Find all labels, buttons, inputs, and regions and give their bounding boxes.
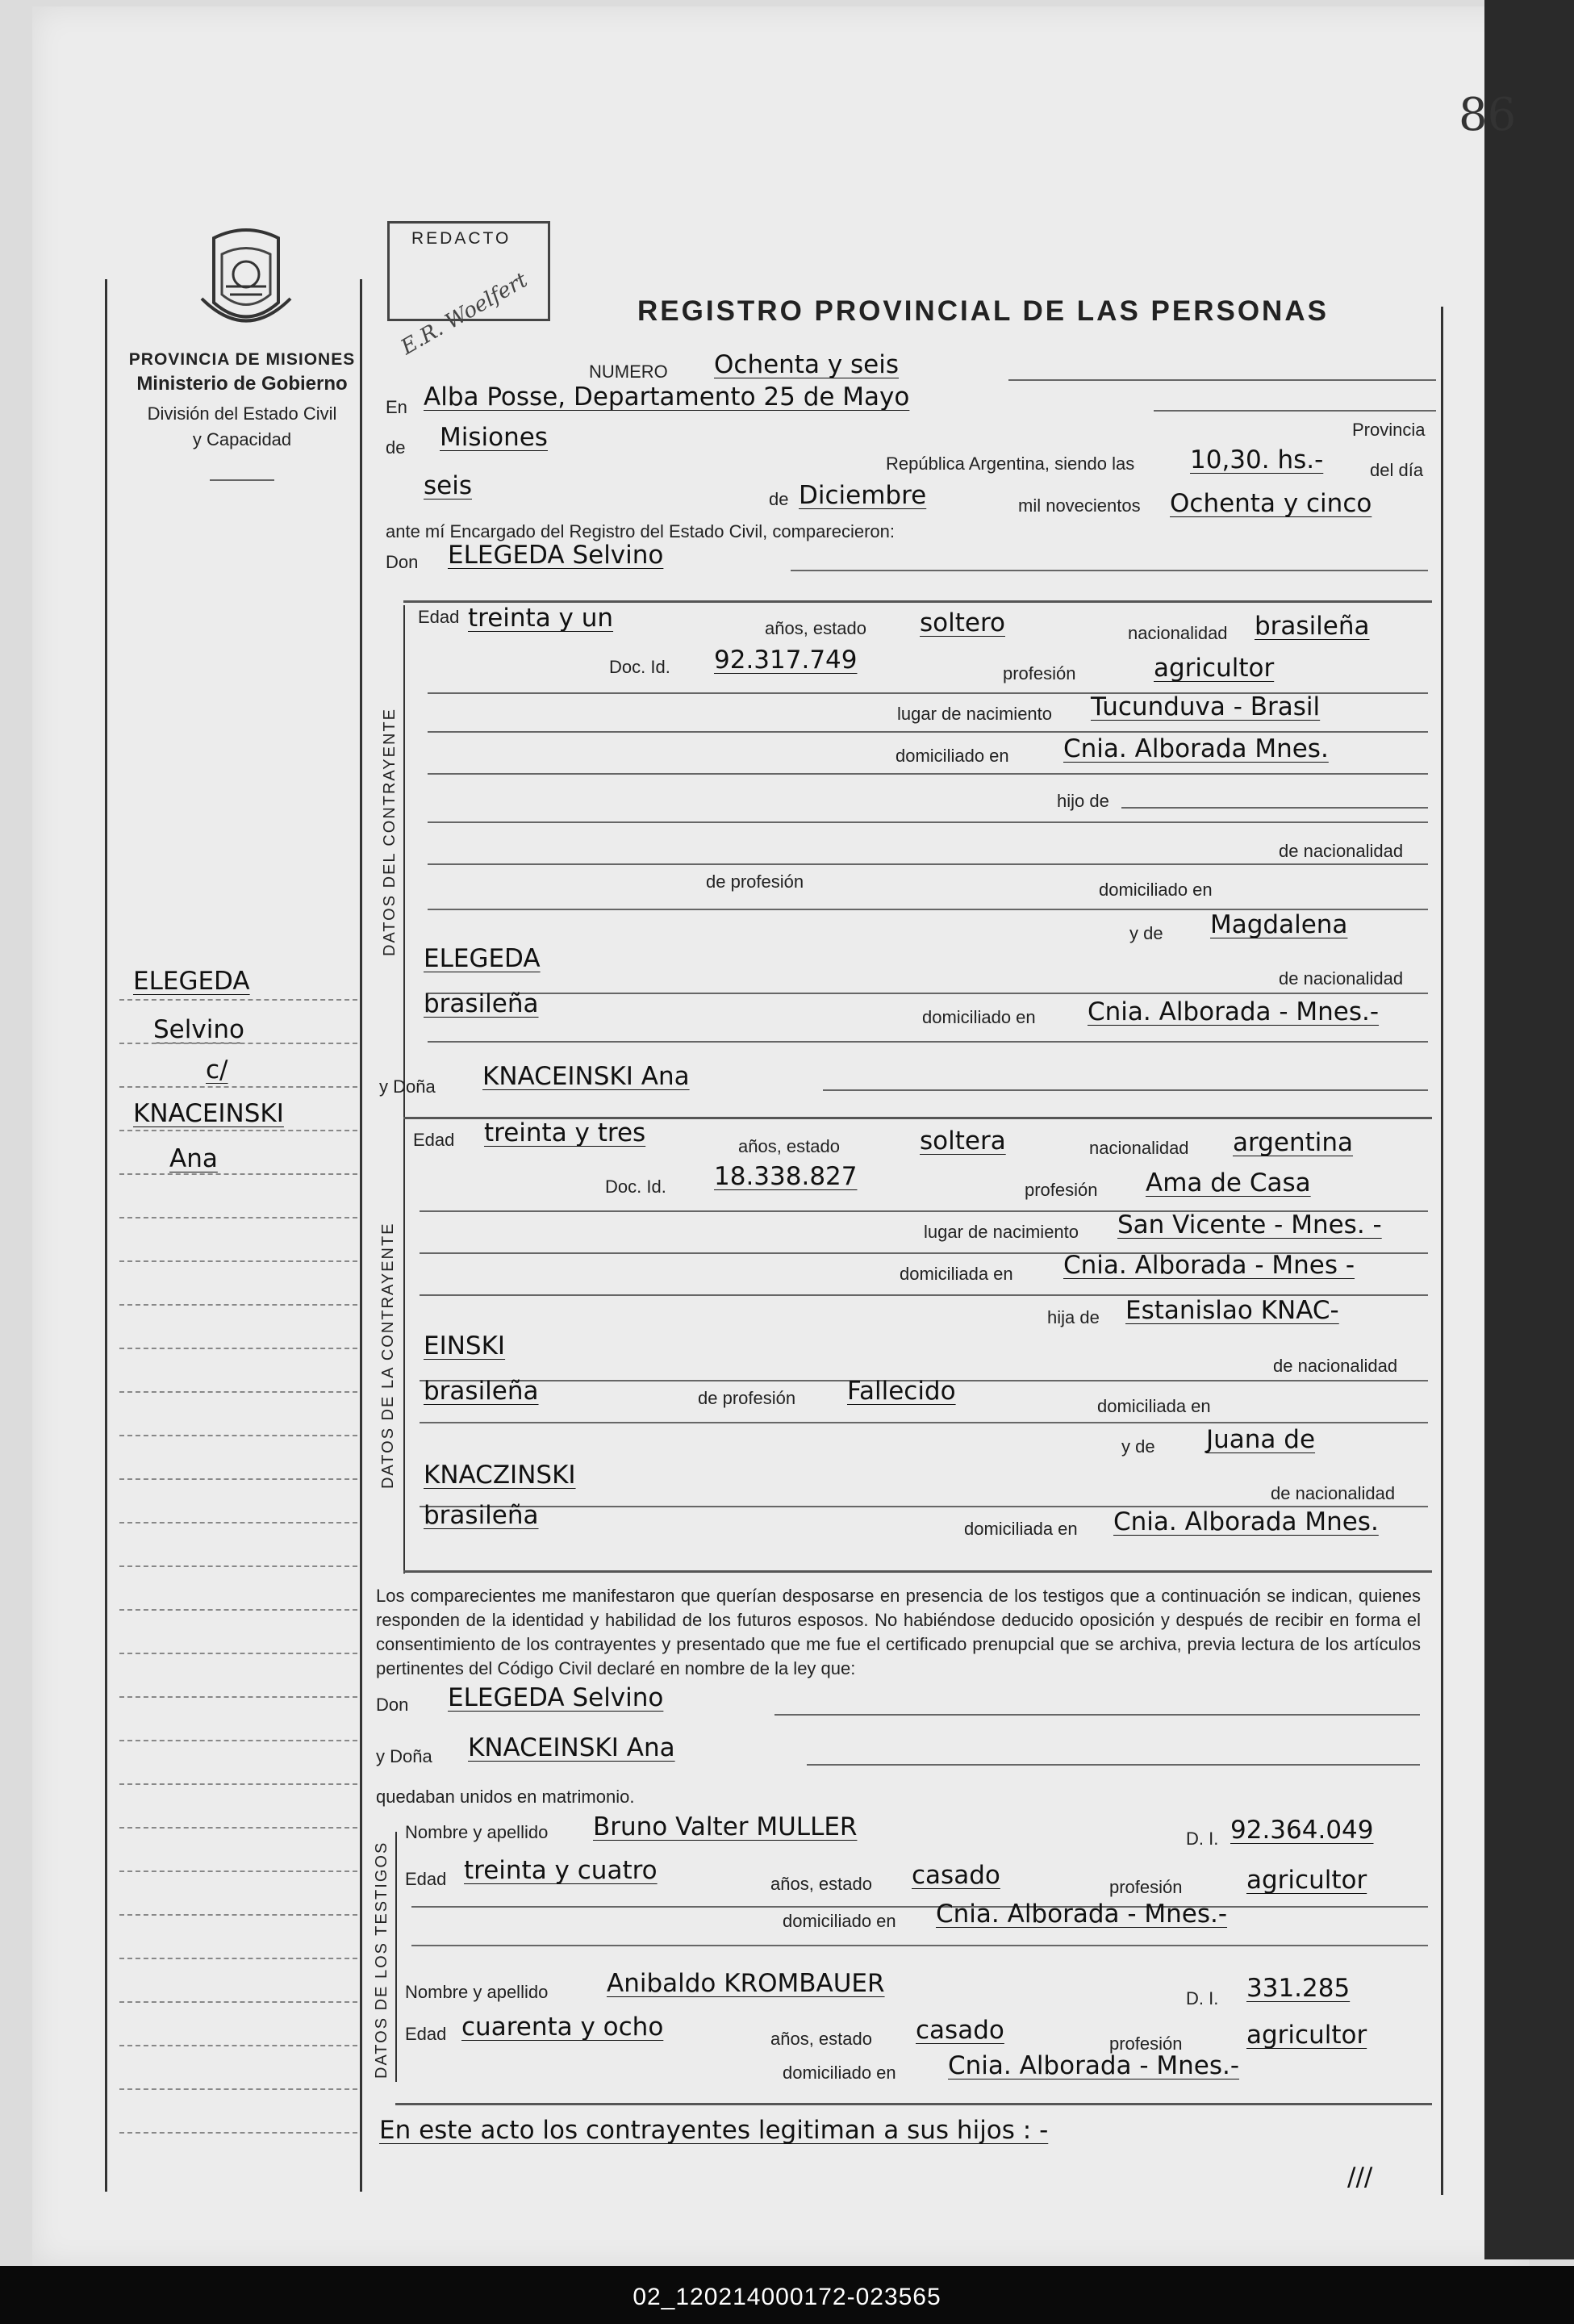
decl-dona-label: y Doña [376,1746,432,1766]
profesion-value: agricultor [1154,654,1275,683]
margin-rule [119,1478,357,1480]
domiciliada-label-f: domiciliada en [900,1264,1013,1284]
republica-label: República Argentina, siendo las [886,454,1135,474]
fill-line [428,821,1428,823]
margin-rule [119,1260,357,1262]
dona-label: y Doña [379,1076,436,1097]
testigo1-edad-label: Edad [405,1869,447,1889]
testigo1-profesion-label: profesión [1109,1877,1183,1897]
margin-rule [119,1653,357,1654]
fill-line [428,993,1428,994]
testigo2-estado: casado [916,2016,1004,2045]
fill-line [411,1906,1428,1908]
division-line-1: División del Estado Civil [147,403,337,424]
testigo1-edad: treinta y cuatro [464,1856,658,1885]
testigo1-domicilio-label: domiciliado en [783,1911,896,1931]
section-border-testigos [395,1832,397,2082]
numero-value: Ochenta y seis [714,350,900,379]
ministry-heading: Ministerio de Gobierno [136,373,348,395]
madre-nacionalidad-label: de nacionalidad [1279,968,1404,989]
fill-line [411,1945,1428,1946]
margin-rule [119,2132,357,2134]
madre-domicilio-f: Cnia. Alborada Mnes. [1113,1507,1379,1536]
del-dia-label: del día [1370,460,1424,480]
anos-estado-label-f: años, estado [738,1136,840,1156]
doc-label-f: Doc. Id. [605,1177,666,1197]
testigo2-nombre: Anibaldo KROMBAUER [607,1969,885,1998]
margin-rule [119,1348,357,1349]
document-title: REGISTRO PROVINCIAL DE LAS PERSONAS [637,295,1329,327]
de-profesion-label: de profesión [706,872,804,892]
margin-note-3: c/ [206,1055,228,1085]
provincial-seal-icon [198,222,294,335]
section-label-contrayenta: DATOS DE LA CONTRAYENTE [379,1222,397,1489]
margin-rule [119,1870,357,1872]
lugar-value-f: San Vicente - Mnes. - [1117,1210,1382,1239]
fill-line [1008,379,1436,381]
madre-value-f: Juana de [1206,1425,1316,1454]
province-heading: PROVINCIA DE MISIONES [128,350,356,369]
anos-estado-label: años, estado [765,618,866,638]
profesion-label: profesión [1003,663,1076,683]
fill-line [823,1089,1428,1091]
edad-value: treinta y un [468,604,614,633]
bride-name: KNACEINSKI Ana [482,1062,690,1091]
margin-rule [119,1391,357,1393]
decl-groom-name: ELEGEDA Selvino [448,1683,664,1712]
section-rule [403,600,1432,603]
nacionalidad-value: brasileña [1255,612,1370,641]
testigo2-domicilio-label: domiciliado en [783,2063,896,2083]
margin-rule [119,1217,357,1218]
madre-domicilio: Cnia. Alborada - Mnes.- [1088,997,1380,1026]
margin-rule [119,1130,357,1131]
testigo1-estado-label: años, estado [770,1874,872,1894]
testigo2-profesion-label: profesión [1109,2034,1183,2054]
fill-line [1121,807,1428,809]
day-value: seis [424,471,472,500]
margin-note-4: KNACEINSKI [133,1099,284,1128]
edad-label: Edad [418,607,460,627]
margin-rule [119,2088,357,2090]
y-de-label: y de [1129,923,1163,943]
testigo2-nombre-label: Nombre y apellido [405,1982,549,2002]
doc-value-f: 18.338.827 [714,1162,858,1191]
testigo1-estado: casado [912,1861,1000,1890]
padre-value: Estanislao KNAC- [1125,1296,1339,1325]
y-de-label-f: y de [1121,1436,1155,1457]
testigo2-edad: cuarenta y ocho [461,2013,664,2042]
left-border [105,279,107,2192]
closing-text: En este acto los contrayentes legitiman a sus hijos : - [379,2116,1049,2145]
binder-edge [1484,0,1574,2259]
padre-nacionalidad-label: de nacionalidad [1273,1356,1398,1376]
lugar-value: Tucunduva - Brasil [1091,692,1321,721]
padre-profesion-label: de profesión [698,1388,796,1408]
testigo1-nombre-label: Nombre y apellido [405,1822,549,1842]
edad-label-f: Edad [413,1130,455,1150]
quedaban-text: quedaban unidos en matrimonio. [376,1787,635,1807]
testigo1-domicilio: Cnia. Alborada - Mnes.- [936,1900,1228,1929]
madre-nacionalidad-f: brasileña [424,1501,539,1530]
fill-line [428,863,1428,865]
margin-rule [119,999,357,1001]
numero-label: NUMERO [589,362,668,382]
month-value: Diciembre [799,481,927,510]
margin-rule [119,1565,357,1567]
margin-rule [119,1609,357,1611]
margin-rule [119,2045,357,2046]
lugar-label-f: lugar de nacimiento [924,1222,1079,1242]
madre-nacionalidad: brasileña [424,989,539,1018]
domicilio-value: Cnia. Alborada Mnes. [1063,734,1329,763]
margin-rule [119,1740,357,1741]
fill-line [791,570,1428,571]
madre-domicilio-label: domiciliado en [922,1007,1036,1027]
footer-id: 02_120214000172-023565 [633,2284,941,2310]
testigo1-di-label: D. I. [1186,1829,1219,1849]
estado-value-f: soltera [920,1126,1006,1156]
testigo1-nombre: Bruno Valter MULLER [593,1812,858,1841]
margin-rule [119,1914,357,1916]
time-value: 10,30. hs.- [1190,445,1324,474]
right-border [1441,307,1443,2195]
section-label-contrayente: DATOS DEL CONTRAYENTE [381,708,399,956]
groom-name: ELEGEDA Selvino [448,541,664,570]
de-nacionalidad-label: de nacionalidad [1279,841,1404,861]
fill-line [428,1041,1428,1043]
ante-label: ante mí Encargado del Registro del Estado Civil, comparecieron: [386,521,895,541]
profesion-label-f: profesión [1025,1180,1098,1200]
fill-line [1154,410,1436,412]
madre-domicilio-label-f: domiciliada en [964,1519,1078,1539]
domiciliado-en-label: domiciliado en [1099,880,1213,900]
padre-profesion: Fallecido [847,1377,956,1406]
padre-domicilio-label: domiciliada en [1097,1396,1211,1416]
year-value: Ochenta y cinco [1170,489,1372,518]
margin-rule [119,2001,357,2003]
fill-line [428,773,1428,775]
section-rule [395,2103,1432,2105]
testigo1-profesion: agricultor [1246,1866,1367,1895]
redacto-signature: E.R. Woelfert [397,268,532,360]
place-value: Alba Posse, Departamento 25 de Mayo [424,382,910,412]
madre-value: Magdalena [1210,910,1348,939]
page-number: 86 [1459,89,1517,141]
decl-bride-name: KNACEINSKI Ana [468,1733,675,1762]
lugar-label: lugar de nacimiento [897,704,1053,724]
nacionalidad-label: nacionalidad [1128,623,1228,643]
margin-rule [119,1696,357,1698]
fill-line [420,1422,1428,1423]
domicilio-value-f: Cnia. Alborada - Mnes - [1063,1251,1355,1280]
nacionalidad-value-f: argentina [1233,1128,1354,1157]
divider [210,479,274,481]
decl-don-label: Don [376,1695,409,1715]
hijo-de-label: hijo de [1057,791,1109,811]
madre-nacionalidad-label-f: de nacionalidad [1271,1483,1396,1503]
fill-line [807,1764,1420,1766]
margin-rule [119,1435,357,1436]
closing-mark: /// [1347,2163,1373,2192]
testigo2-profesion: agricultor [1246,2021,1367,2050]
doc-value: 92.317.749 [714,646,858,675]
section-rule [403,1570,1432,1573]
margin-rule [119,1086,357,1088]
mil-label: mil novecientos [1018,495,1141,516]
margin-border [360,279,362,2192]
margin-note-1: ELEGEDA [133,967,250,996]
doc-label: Doc. Id. [609,657,670,677]
province-value: Misiones [440,423,548,452]
margin-rule [119,1522,357,1524]
estado-value: soltero [920,608,1005,637]
section-label-testigos: DATOS DE LOS TESTIGOS [373,1841,390,2079]
de-mes-label: de [769,489,789,509]
division-line-2: y Capacidad [192,429,292,449]
fill-line [774,1714,1420,1716]
fill-line [428,731,1428,733]
margin-rule [119,1173,357,1175]
declaration-text: Los comparecientes me manifestaron que querían desposarse en presencia de los testigos que a continuación se indican, quienes responden de la identidad y habilidad de los futuros esposos. No habiéndose deducido oposición y después de recibir en forma el consentimiento de los contrayentes y presentado que me fue el certificado prenupcial que se archiva, previa lectura de los artículos pertinentes del Código Civil declaré en nombre de la ley que: [376,1586,1421,1678]
profesion-value-f: Ama de Casa [1146,1168,1311,1198]
edad-value-f: treinta y tres [484,1118,646,1147]
margin-rule [119,1958,357,1959]
padre-value-2: EINSKI [424,1331,506,1361]
don-label: Don [386,552,419,572]
testigo2-di-label: D. I. [1186,1988,1219,2008]
margin-rule [119,1304,357,1306]
madre-apellido: ELEGEDA [424,944,541,973]
margin-rule [119,1827,357,1829]
margin-rule [119,1043,357,1044]
de-label: de [386,437,406,458]
testigo2-edad-label: Edad [405,2024,447,2044]
hija-de-label: hija de [1047,1307,1100,1327]
testigo2-domicilio: Cnia. Alborada - Mnes.- [948,2051,1240,2080]
domiciliado-label: domiciliado en [896,746,1009,766]
testigo1-di: 92.364.049 [1230,1816,1374,1845]
madre-apellido-f: KNACZINSKI [424,1461,576,1490]
redacto-label: REDACTO [411,229,511,248]
margin-note-2: Selvino [153,1015,244,1044]
padre-nacionalidad: brasileña [424,1377,539,1406]
en-label: En [386,397,407,417]
provincia-label: Provincia [1352,420,1426,440]
testigo2-estado-label: años, estado [770,2029,872,2049]
nacionalidad-label-f: nacionalidad [1089,1138,1189,1158]
margin-rule [119,1783,357,1785]
margin-note-5: Ana [169,1144,218,1173]
testigo2-di: 331.285 [1246,1974,1351,2003]
